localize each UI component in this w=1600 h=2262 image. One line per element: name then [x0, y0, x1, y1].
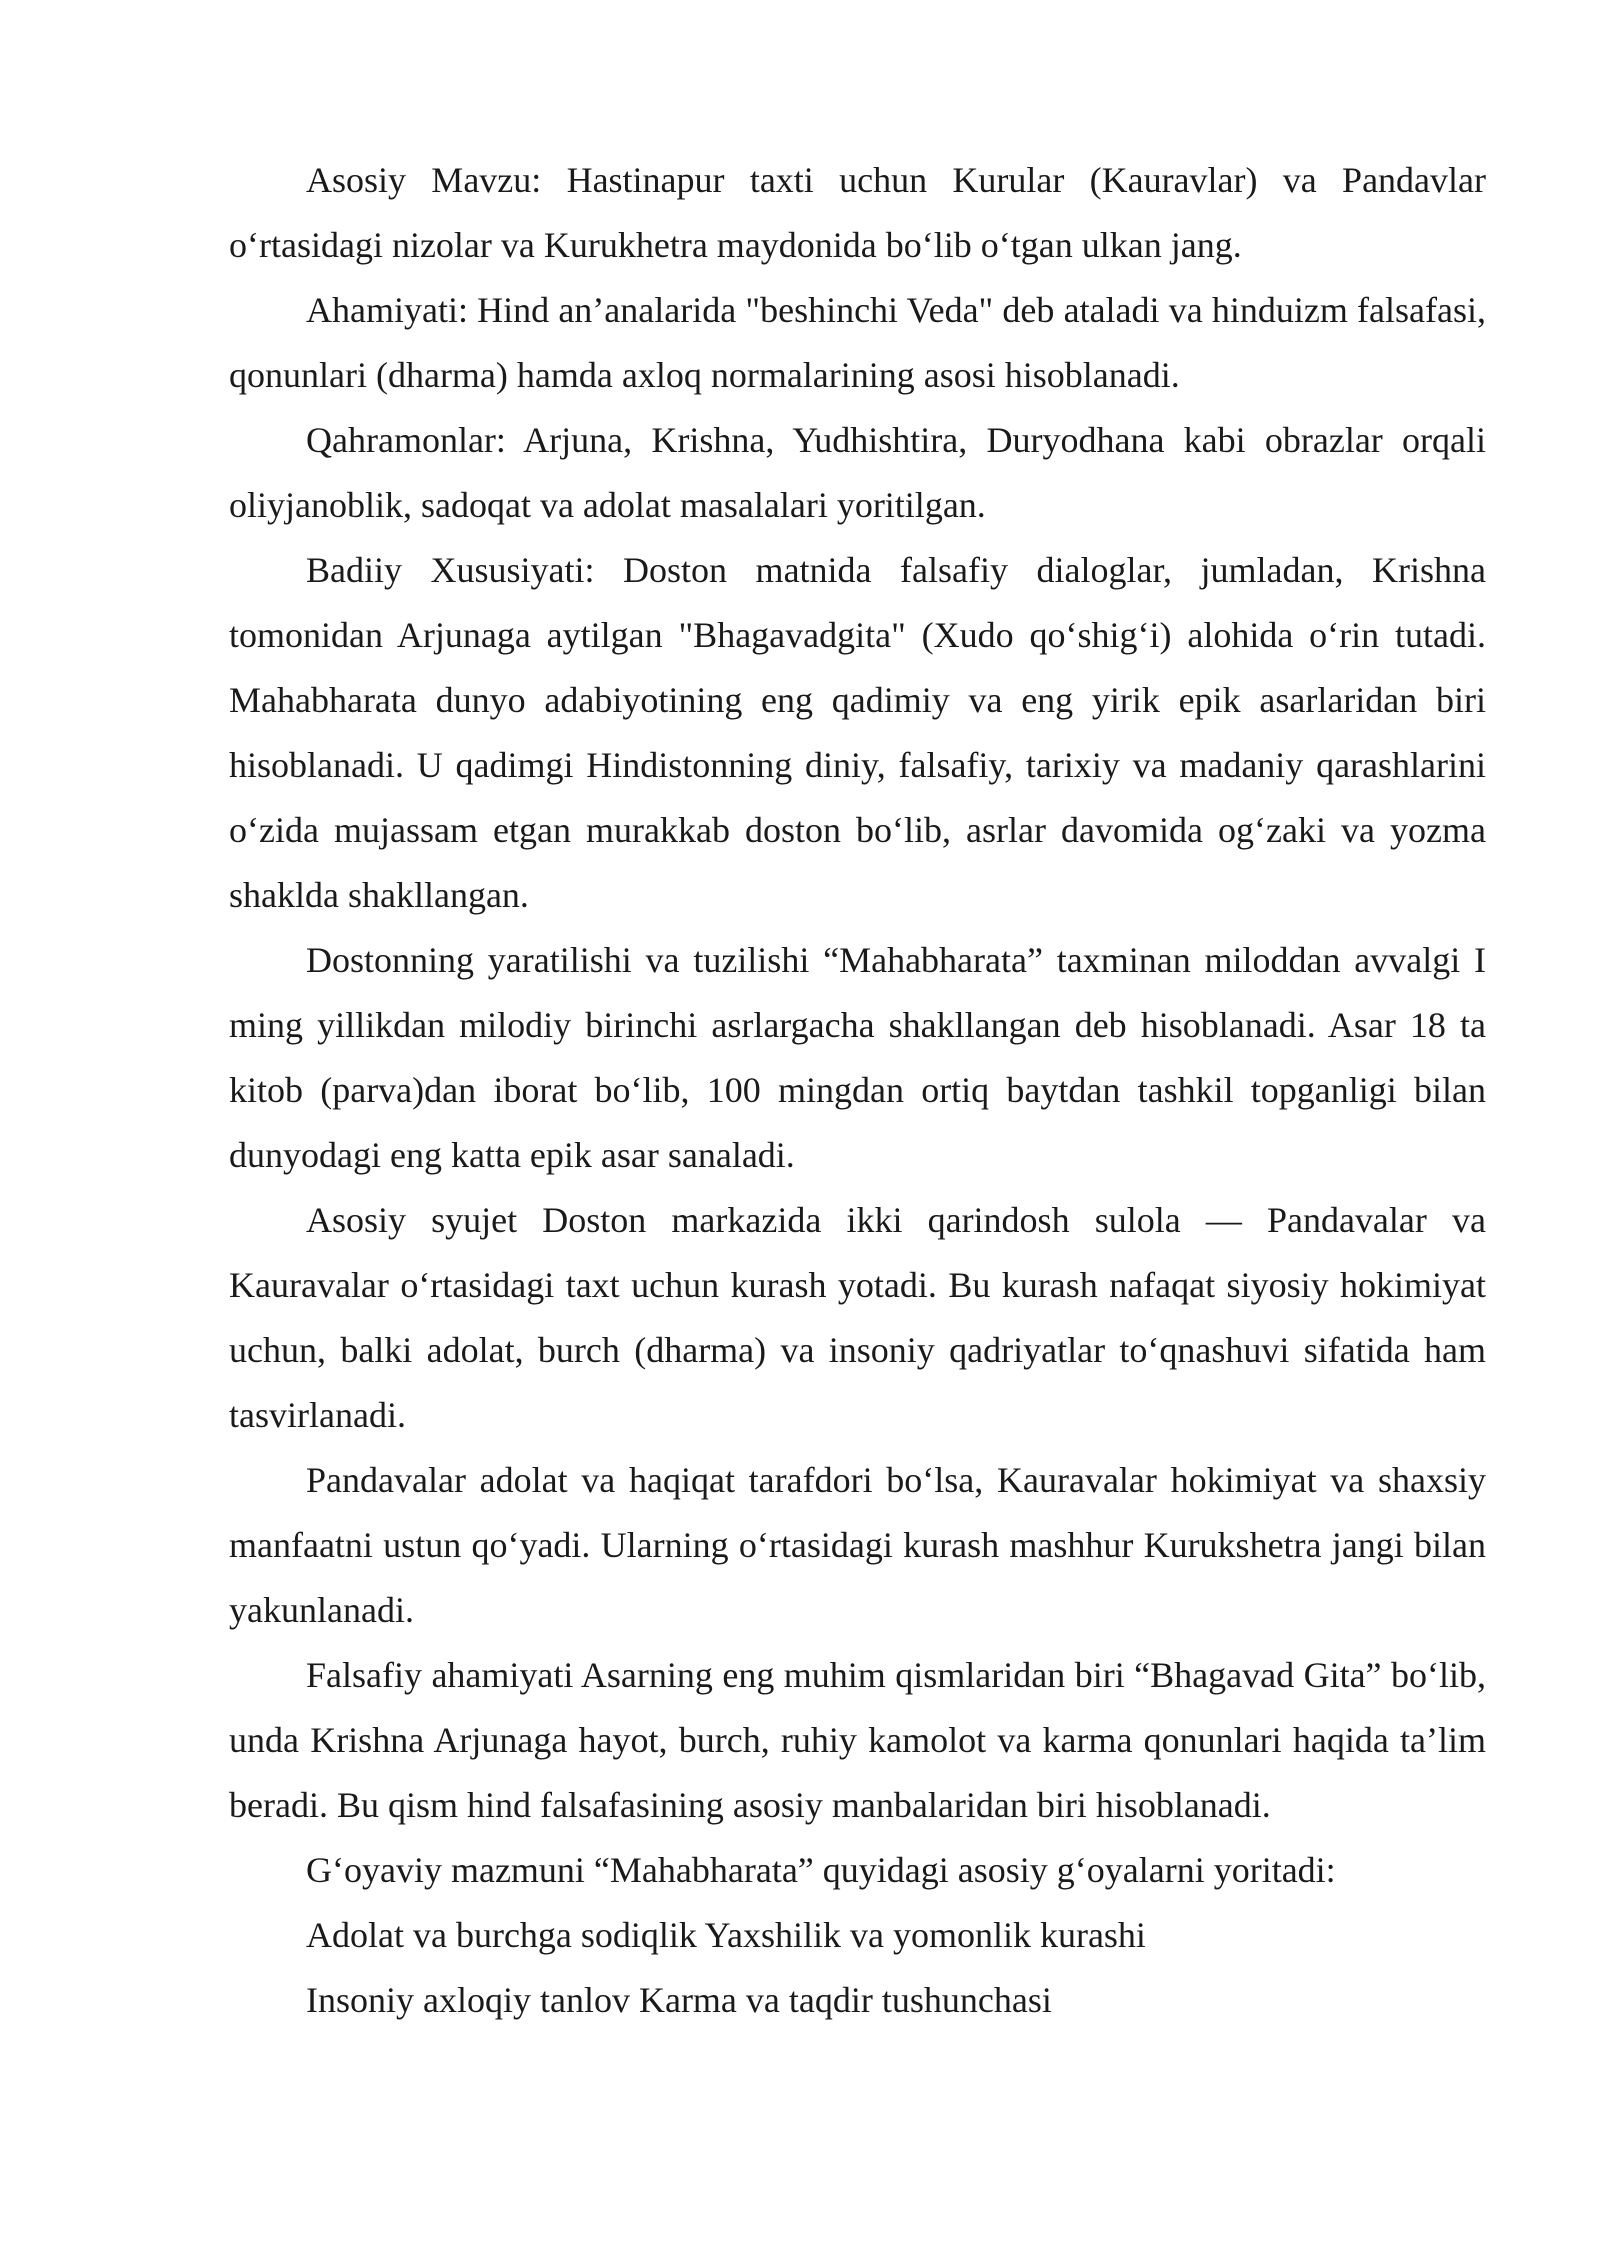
paragraph-creation-structure: Dostonning yaratilishi va tuzilishi “Mahabharata” taxminan miloddan avvalgi I ming yillikdan milodiy birinchi asrlargacha shakllangan deb hisoblanadi. Asar 18 ta kitob (parva)dan iborat bo‘lib, 100 mingdan ortiq baytdan tashkil topganligi bilan dunyodagi eng katta epik asar sanaladi. — [229, 940, 1486, 1175]
paragraph-ideological-content: G‘oyaviy mazmuni “Mahabharata” quyidagi asosiy g‘oyalarni yoritadi: — [306, 1850, 1336, 1890]
paragraph-heroes: Qahramonlar: Arjuna, Krishna, Yudhishtira, Duryodhana kabi obrazlar orqali oliyjanoblik, sadoqat va adolat masalalari yoritilgan. — [229, 420, 1486, 525]
document-page — [229, 148, 1486, 2033]
paragraph-pandavas-kauravas: Pandavalar adolat va haqiqat tarafdori bo‘lsa, Kauravalar hokimiyat va shaxsiy manfaatni ustun qo‘yadi. Ularning o‘rtasidagi kurash mashhur Kurukshetra jangi bilan yakunlanadi. — [229, 1460, 1486, 1630]
paragraph-main-theme: Asosiy Mavzu: Hastinapur taxti uchun Kurular (Kauravlar) va Pandavlar o‘rtasidagi nizolar va Kurukhetra maydonida bo‘lib o‘tgan ulkan jang. — [229, 160, 1486, 265]
list-line-justice: Adolat va burchga sodiqlik Yaxshilik va yomonlik kurashi — [306, 1915, 1146, 1955]
paragraph-artistic-features: Badiiy Xususiyati: Doston matnida falsafiy dialoglar, jumladan, Krishna tomonidan Arjunaga aytilgan "Bhagavadgita" (Xudo qo‘shig‘i) alohida o‘rin tutadi. Mahabharata dunyo adabiyotining eng qadimiy va eng yirik epik asarlaridan biri hisoblanadi. U qadimgi Hindistonning diniy, falsafiy, tarixiy va madaniy qarashlarini o‘zida mujassam etgan murakkab doston bo‘lib, asrlar davomida og‘zaki va yozma shaklda shakllangan. — [229, 550, 1486, 915]
list-line-moral-choice: Insoniy axloqiy tanlov Karma va taqdir tushunchasi — [306, 1980, 1052, 2020]
paragraph-main-plot: Asosiy syujet Doston markazida ikki qarindosh sulola — Pandavalar va Kauravalar o‘rtasidagi taxt uchun kurash yotadi. Bu kurash nafaqat siyosiy hokimiyat uchun, balki adolat, burch (dharma) va insoniy qadriyatlar to‘qnashuvi sifatida ham tasvirlanadi. — [229, 1200, 1486, 1435]
paragraph-philosophical-significance: Falsafiy ahamiyati Asarning eng muhim qismlaridan biri “Bhagavad Gita” bo‘lib, unda Krishna Arjunaga hayot, burch, ruhiy kamolot va karma qonunlari haqida ta’lim beradi. Bu qism hind falsafasining asosiy manbalaridan biri hisoblanadi. — [229, 1655, 1486, 1825]
paragraph-significance: Ahamiyati: Hind an’analarida "beshinchi Veda" deb ataladi va hinduizm falsafasi, qonunlari (dharma) hamda axloq normalarining asosi hisoblanadi. — [229, 290, 1486, 395]
